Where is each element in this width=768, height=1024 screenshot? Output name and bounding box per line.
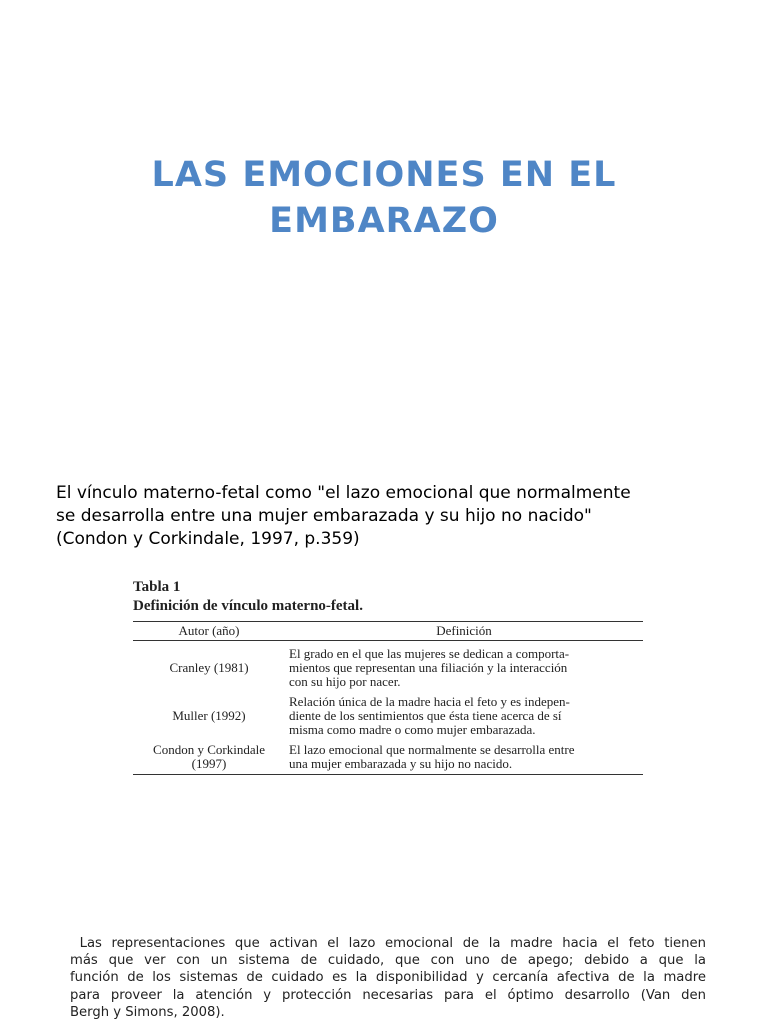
definition-line: El lazo emocional que normalmente se desarrolla entre — [289, 742, 575, 757]
author-cell — [133, 641, 285, 693]
column-header-author: Autor (año) — [133, 622, 285, 641]
definition-line: misma como madre o como mujer embarazada. — [289, 722, 536, 737]
definition-cell — [285, 641, 643, 693]
author-line: Condon y Corkindale — [153, 742, 265, 757]
paragraph-line: Bergh y Simons, 2008). — [70, 1004, 225, 1020]
definition-table — [133, 621, 643, 775]
definition-line: El grado en el que las mujeres se dedican a comporta- — [289, 646, 570, 661]
definition-line: con su hijo por nacer. — [289, 674, 401, 689]
intro-line: El vínculo materno-fetal como "el lazo emocional que normalmente — [56, 483, 631, 503]
table-row — [133, 692, 643, 740]
paragraph-line: Las representaciones que activan el lazo emocional de la madre hacia el feto tienen — [70, 936, 706, 951]
intro-line: se desarrolla entre una mujer embarazada y su hijo no nacido" — [56, 506, 592, 526]
paragraph-line: más que ver con un sistema de cuidado, que con uno de apego; debido a que la — [70, 953, 706, 969]
intro-text — [56, 482, 736, 551]
definition-cell — [285, 740, 643, 775]
definition-line: diente de los sentimientos que ésta tiene acerca de sí — [289, 708, 562, 723]
table-header-row — [133, 622, 643, 641]
definition-table-figure — [133, 578, 643, 775]
page-title — [0, 152, 768, 244]
page-title-line: EMBARAZO — [269, 201, 499, 241]
author-cell — [133, 692, 285, 740]
table-row — [133, 641, 643, 693]
body-paragraph — [70, 935, 706, 1021]
table-label: Tabla 1 — [133, 579, 181, 595]
definition-line: Relación única de la madre hacia el feto y es indepen- — [289, 694, 570, 709]
table-row — [133, 740, 643, 775]
author-cell — [133, 740, 285, 775]
intro-line: (Condon y Corkindale, 1997, p.359) — [56, 529, 360, 549]
definition-line: una mujer embarazada y su hijo no nacido. — [289, 756, 513, 771]
definition-cell — [285, 692, 643, 740]
column-header-definition: Definición — [285, 622, 643, 641]
author-line: Muller (1992) — [172, 708, 246, 723]
table-caption: Definición de vínculo materno-fetal. — [133, 598, 363, 614]
paragraph-line: para proveer la atención y protección necesarias para el óptimo desarrollo (Van den — [70, 987, 706, 1003]
author-line: (1997) — [191, 756, 227, 771]
definition-line: mientos que representan una filiación y la interacción — [289, 660, 568, 675]
author-line: Cranley (1981) — [169, 660, 249, 675]
paragraph-line: función de los sistemas de cuidado es la disponibilidad y cercanía afectiva de la madre — [70, 970, 706, 986]
page-title-line: LAS EMOCIONES EN EL — [151, 155, 617, 195]
